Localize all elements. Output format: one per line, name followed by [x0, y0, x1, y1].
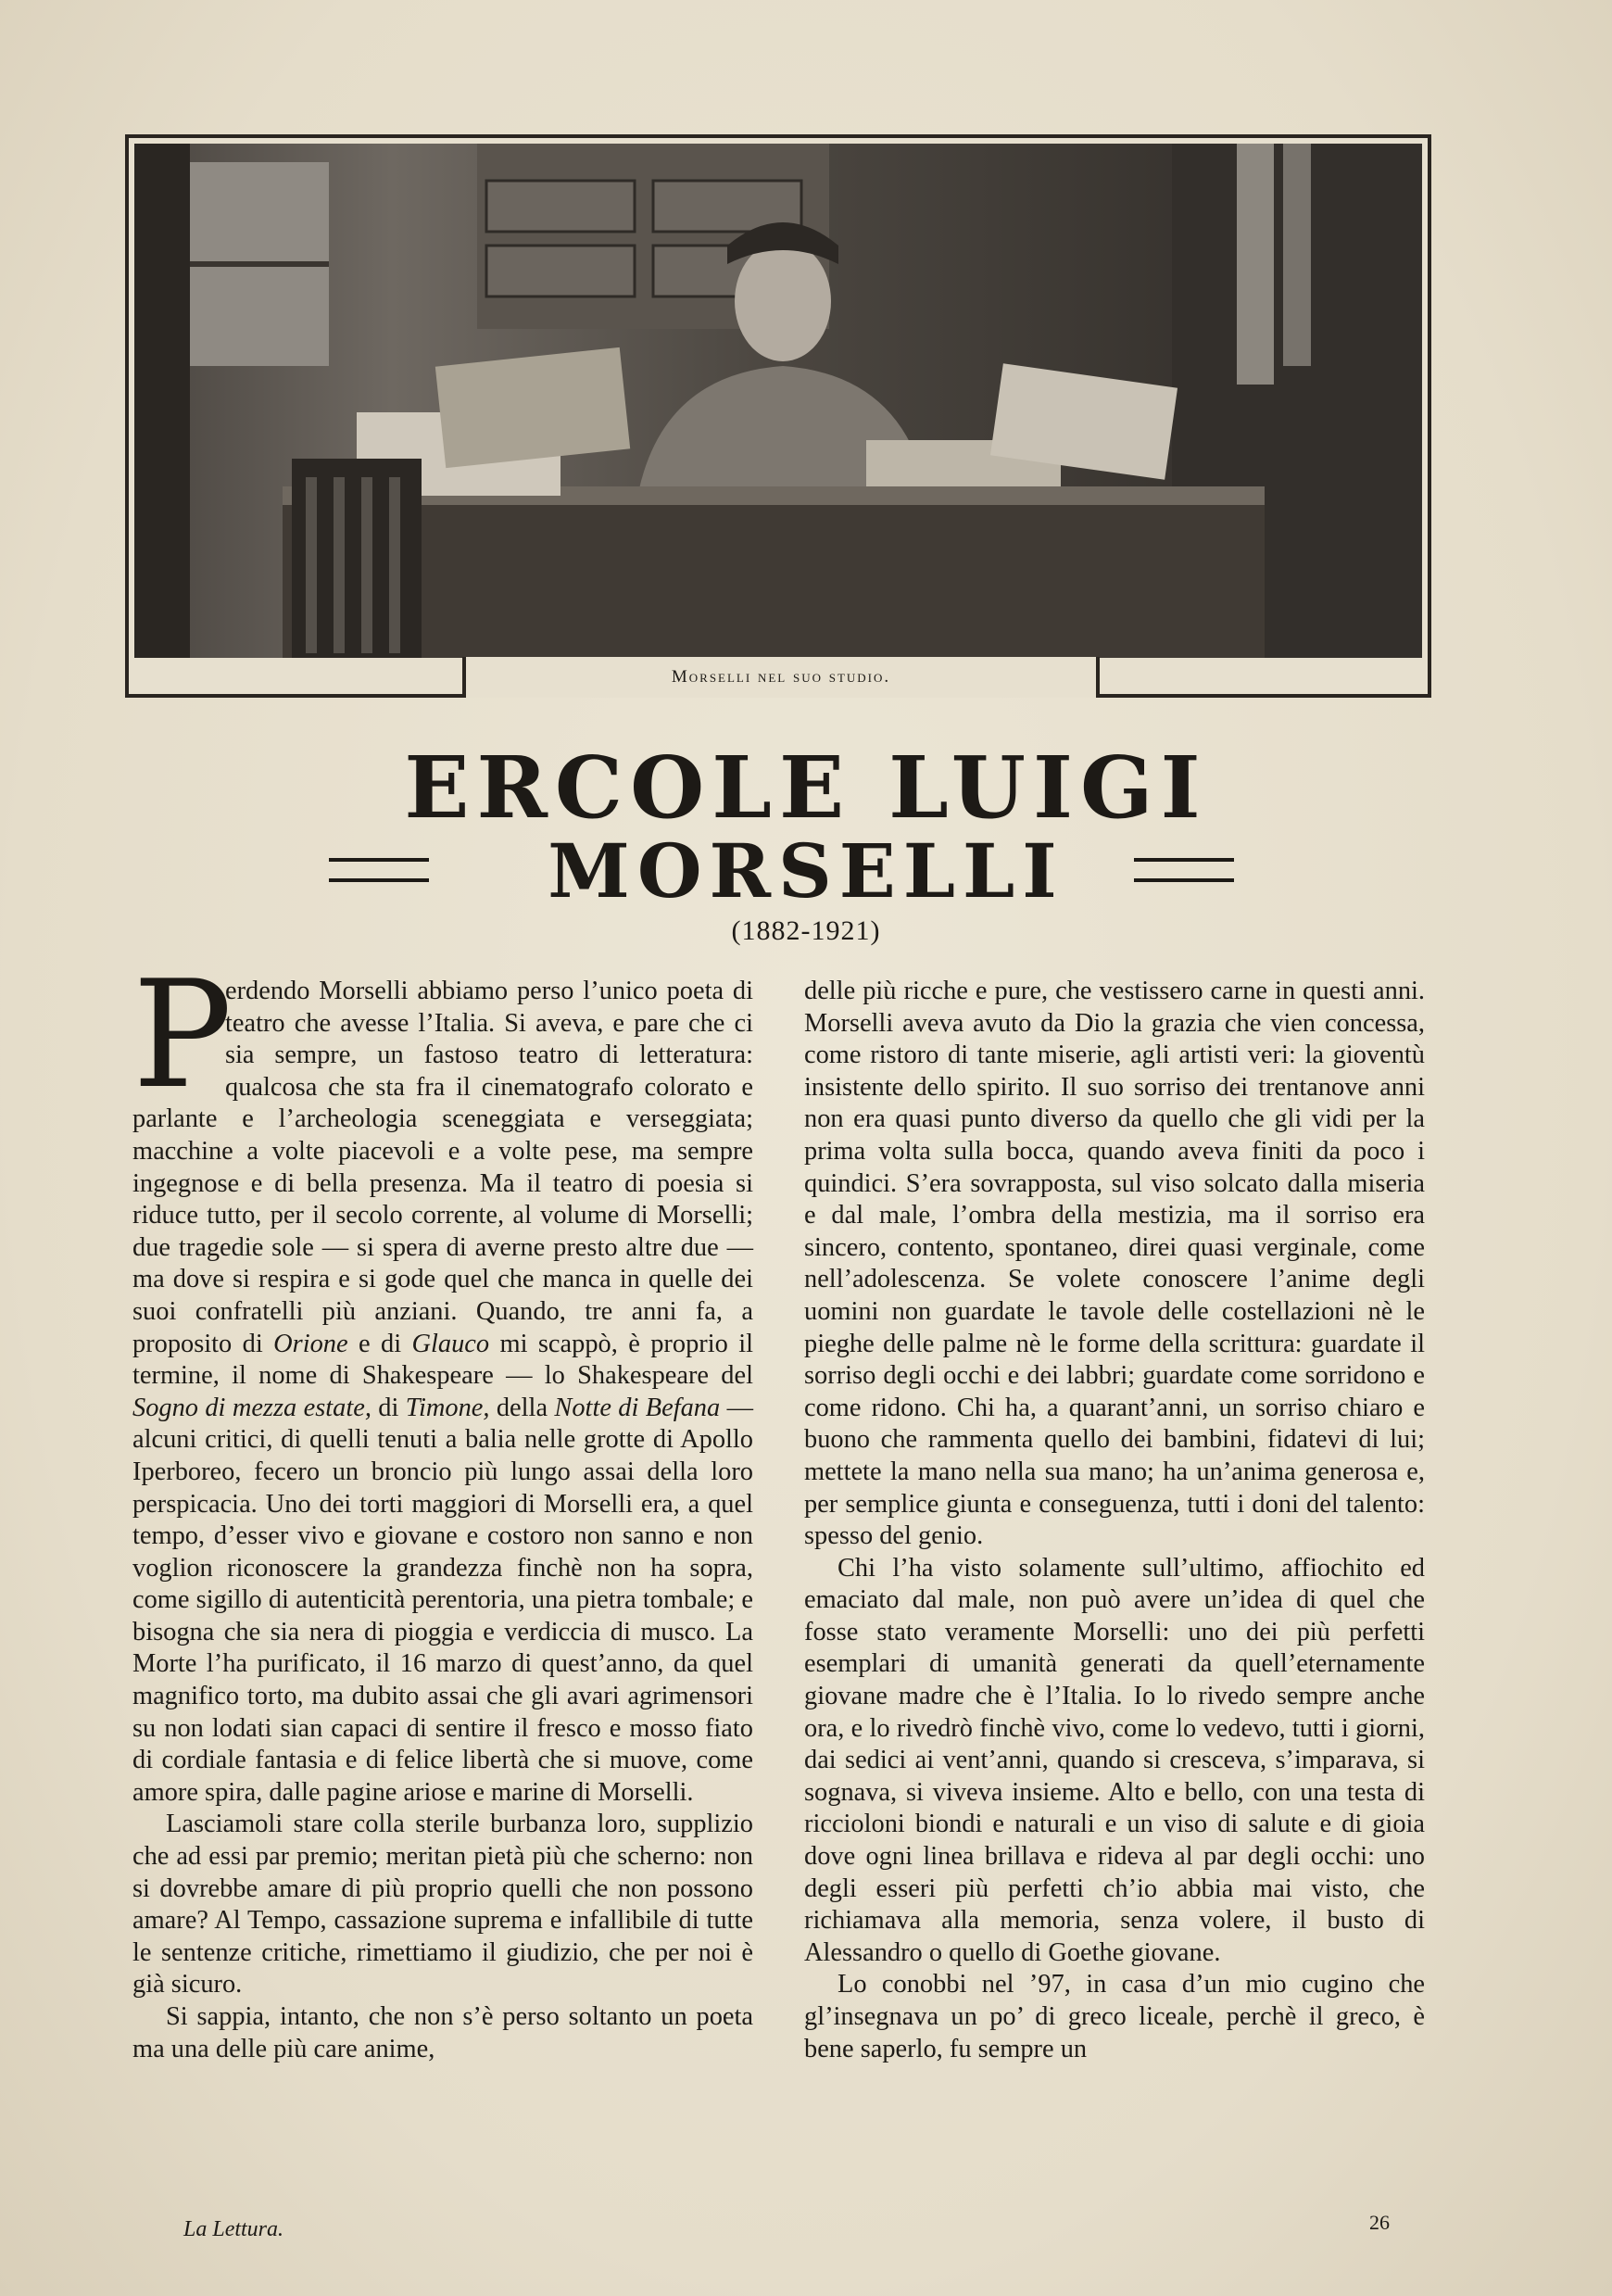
photo-frame	[125, 134, 1431, 698]
article-column-right	[804, 976, 1425, 2065]
article-title-line2: MORSELLI	[548, 827, 1064, 915]
paragraph: Lasciamoli stare colla sterile burbanza loro, supplizio che ad essi par premio; meritan pietà più che scherno: non si dovrebbe amare di più proprio quelli che non possono amare? Al Tempo, cassazione suprema e infallibile di tutte le sentenze critiche, rimettiamo il giudizio, che per noi è già sicuro.	[132, 1810, 753, 2000]
photograph-illustration	[134, 144, 1422, 658]
paragraph: P erdendo Morselli abbiamo perso l’unico poeta di teatro che avesse l’Italia. Si aveva, e pare che ci sia sempre, un fastoso teatro di letteratura: qualcosa che sta fra il cinematografo colorato e parlante e l’archeologia sceneggiata e verseggiata; macchine a volte piacevoli e a volte pese, ma sempre ingegnose e di bella presenza. Ma il teatro di poesia si riduce tutto, per il secolo corrente, al volume di Morselli; due tragedie sole — si spera di averne presto altre due — ma dove si respira e si gode quel che manca in quelle dei suoi confratelli più anziani. Quando, tre anni fa, a proposito di Orione e di Glauco mi scappò, è proprio il termine, il nome di Shakespeare — lo Shakespeare del Sogno di mezza estate, di Timone, della Notte di Befana — alcuni critici, di quelli tenuti a balia nelle grotte di Apollo Iperboreo, fecero un broncio più lungo assai della loro perspicacia. Uno dei torti maggiori di Morselli era, a quel tempo, d’esser vivo e giovane e costoro non sanno e non voglion riconoscere la grandezza finchè non ha sopra, come sigillo di autenticità perentoria, una pietra tombale; e bisogna che sia nera di pioggia e verdiccia di musco. La Morte l’ha purificato, il 16 marzo di quest’anno, da quel magnifico torto, ma dubito assai che gli avari agrimensori su non lodati sian capaci di sentire il fresco e mosso fiato di cordiale fantasia e di felice libertà che si muove, come amore spira, dalle pagine ariose e marine di Morselli.	[132, 948, 753, 1807]
paragraph: Chi l’ha visto solamente sull’ultimo, affiochito ed emaciato dal male, non può avere un’idea di quel che fosse stato veramente Morselli: uno dei più perfetti esemplari di umanità generati da quell’eternamente giovane madre che è l’Italia. Io lo rivedo sempre anche ora, e lo rivedrò finchè vivo, come lo vedevo, tutti i giorni, dai sedici ai vent’anni, quando si cresceva, s’imparava, si sognava, si viveva insieme. Alto e bello, con una testa di riccioloni biondi e naturali e un viso di salute e di gioia dove ogni linea brillava e rideva al par degli occhi: uno degli esseri più perfetti ch’io abbia mai visto, che richiamava alla memoria, senza volere, il busto di Alessandro o quello di Goethe giovane.	[804, 1553, 1425, 1967]
article-title-line1: ERCOLE LUIGI	[404, 738, 1208, 838]
photo-caption: Morselli nel suo studio.	[462, 657, 1100, 698]
photograph	[134, 144, 1422, 658]
paragraph: Lo conobbi nel ’97, in casa d’un mio cugino che gl’insegnava un po’ di greco liceale, perchè il greco, è bene saperlo, fu sempre un	[804, 1970, 1425, 2063]
paragraph: Si sappia, intanto, che non s’è perso soltanto un poeta ma una delle più care anime,	[132, 2002, 753, 2063]
article-column-left	[132, 948, 753, 2065]
magazine-name: La Lettura.	[183, 2217, 284, 2241]
life-dates: (1882-1921)	[731, 915, 881, 946]
title-rule-right	[1134, 858, 1234, 882]
paragraph: delle più ricche e pure, che vestissero carne in questi anni. Morselli aveva avuto da Dio la grazia che vien concessa, come ristoro di tante miserie, agli artisti veri: la gioventù insistente dello spirito. Il suo sorriso dei trentanove anni non era quasi punto diverso da quello che gli vidi per la prima volta sulla bocca, quando aveva finiti da poco i quindici. S’era sovrapposta, sul viso solcato dalla miseria e dal male, l’ombra della mestizia, ma il sorriso era sincero, contento, spontaneo, direi quasi verginale, come nell’adolescenza. Se volete conoscere l’anime degli uomini non guardate le tavole delle costellazioni nè le pieghe delle palme nè le forme della scrittura: guardate il sorriso degli occhi e dei labbri; guardate come sorridono e come ridono. Chi ha, a quarant’anni, un sorriso chiaro e buono che rammenta quello dei bambini, fidatevi di lui; mettete la mano nella sua mano; ha un’anima generosa e, per semplice giunta e conseguenza, tutti i doni del talento: spesso del genio.	[804, 977, 1425, 1551]
page-number: 26	[1369, 2211, 1390, 2234]
drop-cap: P	[132, 948, 233, 1121]
